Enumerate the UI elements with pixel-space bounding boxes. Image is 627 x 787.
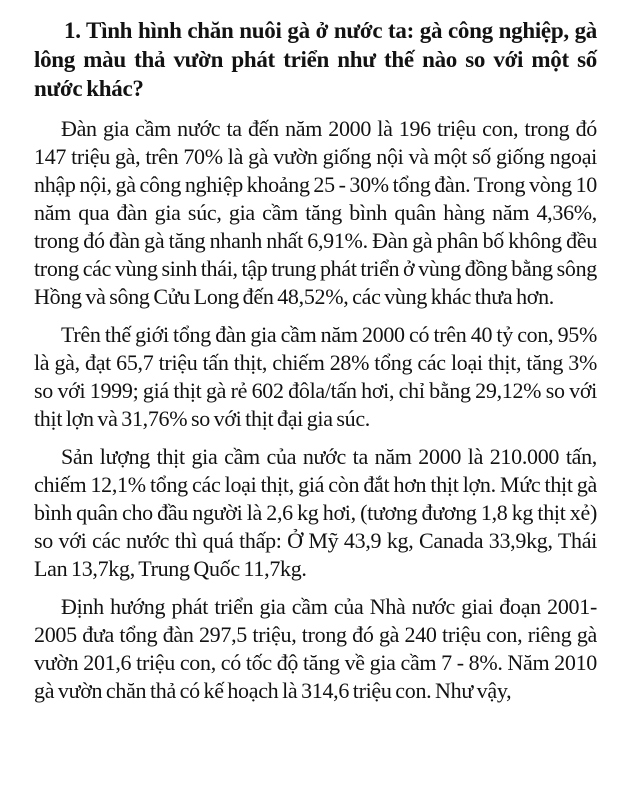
question-heading: 1. Tình hình chăn nuôi gà ở nước ta: gà công nghiệp, gà lông màu thả vườn phát triển như thế nào so với một số nước khác?	[34, 18, 597, 101]
body-paragraph-4: Định hướng phát triển gia cầm của Nhà nước giai đoạn 2001-2005 đưa tổng đàn 297,5 triệu, trong đó gà 240 triệu con, riêng gà vườn 201,6 triệu con, có tốc độ tăng về gia cầm 7 - 8%. Năm 2010 gà vườn chăn thả có kế hoạch là 314,6 triệu con. Như vậy,	[34, 594, 597, 703]
body-paragraph-3: Sản lượng thịt gia cầm của nước ta năm 2000 là 210.000 tấn, chiếm 12,1% tổng các loại thịt, giá còn đắt hơn thịt lợn. Mức thịt gà bình quân cho đầu người là 2,6 kg hơi, (tương đương 1,8 kg thịt xẻ) so với các nước thì quá thấp: Ở Mỹ 43,9 kg, Canada 33,9kg, Thái Lan 13,7kg, Trung Quốc 11,7kg.	[34, 444, 597, 581]
body-paragraph-1: Đàn gia cầm nước ta đến năm 2000 là 196 triệu con, trong đó 147 triệu gà, trên 70% là gà vườn giống nội và một số giống ngoại nhập nội, gà công nghiệp khoảng 25 - 30% tổng đàn. Trong vòng 10 năm qua đàn gia súc, gia cầm tăng bình quân hàng năm 4,36%, trong đó đàn gà tăng nhanh nhất 6,91%. Đàn gà phân bố không đều trong các vùng sinh thái, tập trung phát triển ở vùng đồng bằng sông Hồng và sông Cửu Long đến 48,52%, các vùng khác thưa hơn.	[34, 116, 597, 309]
body-paragraph-2: Trên thế giới tổng đàn gia cầm năm 2000 có trên 40 tỷ con, 95% là gà, đạt 65,7 triệu tấn thịt, chiếm 28% tổng các loại thịt, tăng 3% so với 1999; giá thịt gà rẻ 602 đôla/tấn hơi, chỉ bằng 29,12% so với thịt lợn và 31,76% so với thịt đại gia súc.	[34, 322, 597, 431]
